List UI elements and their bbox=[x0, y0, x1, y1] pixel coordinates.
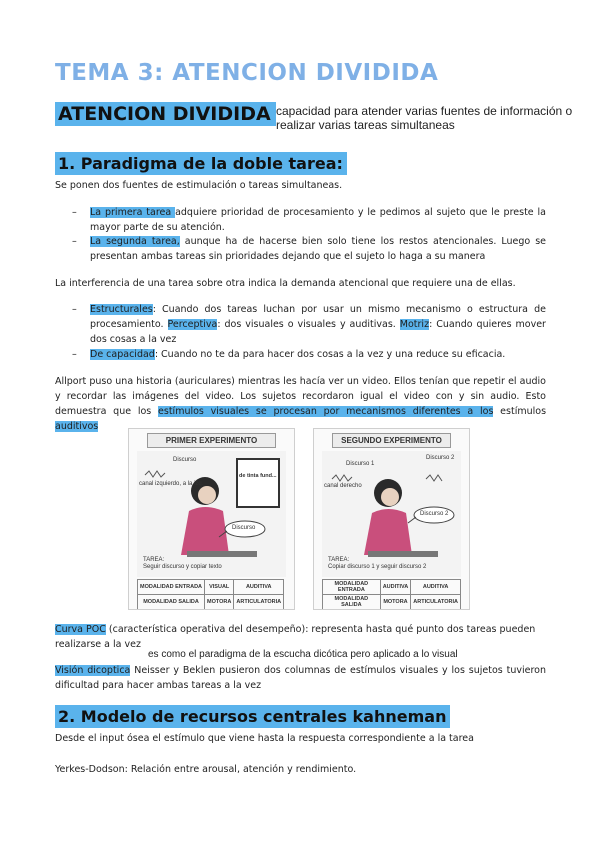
section-2-p1: Desde el input ósea el estímulo que viene hasta la respuesta correspondiente a la tarea bbox=[55, 733, 474, 744]
label-bubble: Discurso bbox=[232, 525, 256, 531]
highlight: La segunda tarea, bbox=[90, 236, 180, 247]
allport-text: estímulos bbox=[493, 406, 547, 417]
bullet-text: aunque ha de hacerse bien solo tiene los restos atencionales. Luego se presentan ambas tareas sin prioridades dejando que el sujeto lo haga a su manera bbox=[90, 236, 546, 262]
task-label: TAREA: Seguir discurso y copiar texto bbox=[143, 557, 222, 570]
table-cell: AUDITIVA bbox=[411, 580, 461, 595]
vision-paragraph bbox=[55, 663, 546, 693]
list-item bbox=[72, 347, 546, 362]
highlight: La primera tarea bbox=[90, 207, 176, 218]
table-cell: ARTICULATORIA bbox=[411, 595, 461, 610]
figure-illustration bbox=[322, 451, 461, 577]
table-cell: AUDITIVA bbox=[380, 580, 411, 595]
figure-title: SEGUNDO EXPERIMENTO bbox=[332, 433, 451, 448]
table-cell: MODALIDAD SALIDA bbox=[138, 595, 205, 610]
vision-text: Neisser y Beklen pusieron dos columnas de estímulos visuales y los sujetos tuvieron dificultad para hacer ambas tareas a la vez bbox=[55, 665, 546, 691]
section-1-intro: Se ponen dos fuentes de estimulación o tareas simultaneas. bbox=[55, 180, 343, 191]
label-screen: de tinta fund... bbox=[239, 473, 277, 479]
allport-paragraph bbox=[55, 374, 546, 434]
table-row bbox=[138, 595, 284, 610]
dash-icon: – bbox=[72, 207, 77, 218]
table-cell: MOTORA bbox=[205, 595, 234, 610]
label-canal: canal izquierdo, a la izq. bbox=[139, 481, 204, 487]
modality-table bbox=[322, 579, 461, 610]
curva-poc-paragraph bbox=[55, 622, 546, 652]
figure-segundo-experimento bbox=[313, 428, 470, 610]
list-item bbox=[72, 205, 546, 235]
highlight: Estructurales bbox=[90, 304, 153, 315]
highlight: estímulos visuales se procesan por mecanismos diferentes a los bbox=[158, 406, 494, 417]
type-text: : Cuando quieres mover dos cosas a la vez bbox=[90, 319, 546, 345]
dash-icon: – bbox=[72, 236, 77, 247]
curva-text: (característica operativa del desempeño): representa hasta qué punto dos tareas pueden realizarse a la vez bbox=[55, 624, 536, 650]
table-cell: MOTORA bbox=[380, 595, 411, 610]
dash-icon: – bbox=[72, 304, 77, 315]
task-label: TAREA: Copiar discurso 1 y seguir discurso 2 bbox=[328, 557, 427, 570]
highlight: Visión dicoptica bbox=[55, 665, 131, 676]
figure-illustration bbox=[137, 451, 286, 577]
allport-text: Allport puso una historia (auriculares) mientras les hacía ver un video. Ellos tenían que repetir el audio y recordar las imágenes del video. Los sujetos recordaron igual el video con y sin audio. Esto demuestra que los bbox=[55, 376, 546, 417]
table-cell: AUDITIVA bbox=[234, 580, 284, 595]
table-cell: MODALIDAD ENTRADA bbox=[138, 580, 205, 595]
interference-text: La interferencia de una tarea sobre otra indica la demanda atencional que requiere una de ellas. bbox=[55, 278, 516, 289]
label-canal: canal derecho bbox=[324, 483, 362, 489]
table-cell: ARTICULATORIA bbox=[234, 595, 284, 610]
table-row bbox=[138, 580, 284, 595]
bullet-text: adquiere prioridad de procesamiento y le pedimos al sujeto que le preste la mayor parte de su atención. bbox=[90, 207, 546, 233]
dash-icon: – bbox=[72, 349, 77, 360]
label-discurso: Discurso bbox=[173, 457, 197, 463]
highlight: De capacidad bbox=[90, 349, 155, 360]
type-text: : Cuando dos tareas luchan por usar un mismo mecanismo o estructura de procesamiento. bbox=[90, 304, 546, 330]
table-row bbox=[323, 595, 461, 610]
table-cell: MODALIDAD ENTRADA bbox=[323, 580, 381, 595]
highlight: Curva POC bbox=[55, 624, 106, 635]
type-text: : dos visuales o visuales y auditivas. bbox=[217, 319, 400, 330]
label-bubble: Discurso 2 bbox=[420, 511, 449, 517]
figure-title: PRIMER EXPERIMENTO bbox=[147, 433, 276, 448]
highlight: auditivos bbox=[55, 421, 99, 432]
section-2-p2: Yerkes-Dodson: Relación entre arousal, atención y rendimiento. bbox=[55, 764, 357, 775]
type-text: : Cuando no te da para hacer dos cosas a la vez y una reduce su eficacia. bbox=[154, 349, 506, 360]
figure-primer-experimento bbox=[128, 428, 295, 610]
page-title: TEMA 3: ATENCION DIVIDIDA bbox=[55, 60, 439, 86]
curva-note: es como el paradigma de la escucha dicótica pero aplicado a lo visual bbox=[148, 649, 458, 660]
list-item bbox=[72, 234, 546, 264]
section-1-heading: 1. Paradigma de la doble tarea: bbox=[55, 152, 347, 175]
table-cell: MODALIDAD SALIDA bbox=[323, 595, 381, 610]
definition-term: ATENCION DIVIDIDA bbox=[55, 102, 276, 126]
highlight: Perceptiva bbox=[167, 319, 218, 330]
definition-text: capacidad para atender varias fuentes de información o realizar varias tareas simultaneas bbox=[276, 104, 573, 132]
table-cell: VISUAL bbox=[205, 580, 234, 595]
highlight: Motriz bbox=[399, 319, 430, 330]
label-discurso: Discurso 1 bbox=[346, 461, 375, 467]
list-item bbox=[72, 302, 546, 347]
label-screen: Discurso 2 bbox=[426, 455, 455, 461]
section-2-heading: 2. Modelo de recursos centrales kahneman bbox=[55, 705, 450, 728]
modality-table bbox=[137, 579, 284, 610]
table-row bbox=[323, 580, 461, 595]
